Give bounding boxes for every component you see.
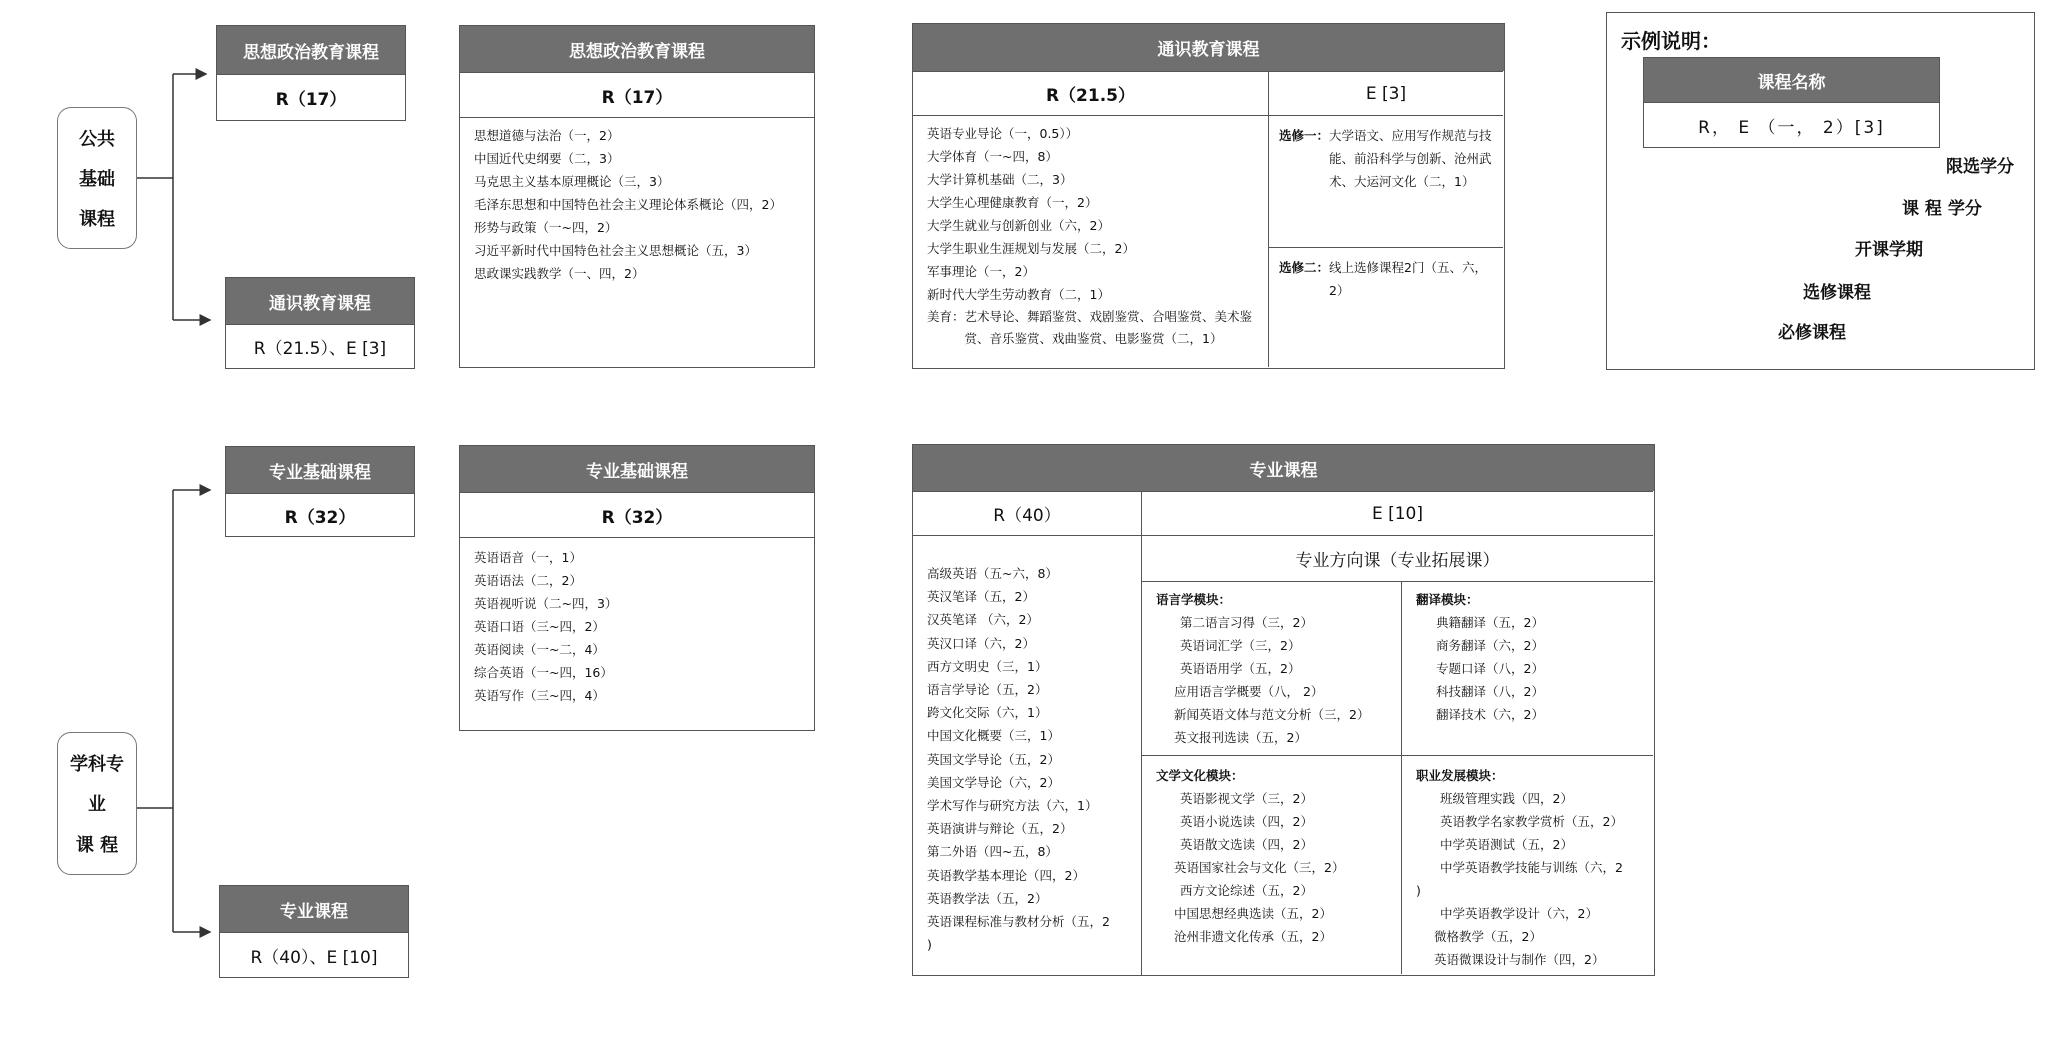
list-item: 大学生就业与创新创业（六，2） [927, 218, 1110, 233]
list-item: 英语写作（三~四，4） [474, 688, 605, 703]
legend-label-course-credits: 课 程 学分 [1902, 199, 1982, 219]
list-item: 马克思主义基本原理概论（三，3） [474, 174, 670, 189]
aesthetic-item [927, 306, 1254, 350]
major-basic-detail-title: 专业基础课程 [460, 446, 814, 492]
general-detail-title: 通识教育课程 [913, 24, 1504, 71]
elective-one-label: 选修一： [1279, 128, 1330, 143]
major-course-summary [219, 885, 409, 978]
list-item: 中国思想经典选读（五，2） [1174, 906, 1332, 921]
ideo-detail-value: R（17） [460, 72, 814, 118]
elective-one-text: 大学语文、应用写作规范与技能、前沿科学与创新、沧州武术、大运河文化（二，1） [1329, 128, 1492, 189]
ideo-summary-title: 思想政治教育课程 [217, 26, 405, 74]
major-summary-value: R（40）、E [10] [220, 932, 408, 977]
public-label-line-3: 课程 [79, 209, 115, 230]
list-item: 综合英语（一~四，16） [474, 665, 613, 680]
legend-example: R， E （一， 2）[3] [1644, 102, 1939, 147]
list-item: 英语语法（二，2） [474, 573, 582, 588]
list-item: 中国近代史纲要（二，3） [474, 151, 620, 166]
list-item: 英语散文选读（四，2） [1180, 837, 1313, 852]
major-detail-e-value: E [10] [1142, 492, 1653, 536]
legend-label-semester: 开课学期 [1855, 240, 1923, 260]
list-item: 英文报刊选读（五，2） [1174, 730, 1307, 745]
list-item: 习近平新时代中国特色社会主义思想概论（五，3） [474, 243, 757, 258]
public-label-line-1: 公共 [79, 129, 115, 150]
public-label-line-2: 基础 [79, 169, 115, 190]
list-item: 高级英语（五~六，8） [927, 566, 1058, 581]
list-item: 中学英语测试（五，2） [1440, 837, 1573, 852]
list-item: 英语视听说（二~四，3） [474, 596, 618, 611]
legend-course-name: 课程名称 [1644, 58, 1939, 102]
list-item: 汉英笔译 （六，2） [927, 612, 1039, 628]
legend-heading: 示例说明： [1621, 29, 1721, 53]
list-item: 英语国家社会与文化（三，2） [1174, 860, 1345, 875]
translation-module-label: 翻译模块： [1416, 592, 1479, 607]
linguistics-module-label: 语言学模块： [1156, 592, 1232, 607]
general-course-list [913, 116, 1268, 356]
list-item: 英国文学导论（五，2） [927, 751, 1060, 767]
major-basic-summary-value: R（32） [226, 493, 414, 536]
major-direction-title: 专业方向课（专业拓展课） [1142, 536, 1653, 582]
list-item: 英汉笔译（五，2） [927, 589, 1035, 605]
list-item: 英语小说选读（四，2） [1180, 814, 1313, 829]
translation-module [1402, 582, 1653, 732]
list-item: 军事理论（一，2） [927, 264, 1035, 279]
major-discipline-label [57, 732, 137, 875]
list-item: 新时代大学生劳动教育（二，1） [927, 287, 1110, 302]
list-item: 沧州非遗文化传承（五，2） [1174, 929, 1332, 944]
list-item: 英语语用学（五，2） [1180, 661, 1301, 676]
list-item: 第二语言习得（三，2） [1180, 615, 1313, 630]
legend-example-box [1643, 57, 1940, 148]
list-item: 英语阅读（一~二，4） [474, 642, 605, 657]
legend-label-required: 必修课程 [1778, 323, 1846, 343]
list-item: ) [1416, 883, 1421, 898]
list-item: 大学体育（一~四，8） [927, 149, 1058, 164]
major-basic-summary-title: 专业基础课程 [226, 447, 414, 493]
list-item: 英语口语（三~四，2） [474, 619, 605, 634]
public-foundation-label [57, 107, 137, 249]
aesthetic-label: 美育： [927, 309, 965, 324]
list-item: 英语教学基本理论（四，2） [927, 867, 1085, 883]
major-summary-title: 专业课程 [220, 886, 408, 932]
list-item: ) [927, 937, 932, 953]
literature-module [1142, 756, 1401, 956]
list-item: 英语演讲与辩论（五，2） [927, 821, 1073, 837]
list-item: 语言学导论（五，2） [927, 682, 1048, 698]
major-label-line-2: 业 [88, 794, 106, 816]
list-item: 西方文明史（三，1） [927, 658, 1048, 674]
major-basic-detail [459, 445, 815, 731]
elective-two-label: 选修二： [1279, 260, 1330, 275]
list-item: 学术写作与研究方法（六，1） [927, 798, 1098, 814]
elective-one [1269, 116, 1503, 248]
major-label-line-3: 课 程 [75, 834, 119, 856]
major-label-line-1: 学科专 [70, 754, 124, 776]
major-course-detail [912, 444, 1655, 976]
list-item: 班级管理实践（四，2） [1440, 791, 1573, 806]
list-item: 中学英语教学设计（六，2） [1440, 906, 1598, 921]
list-item: 毛泽东思想和中国特色社会主义理论体系概论（四，2） [474, 197, 782, 212]
list-item: 第二外语（四~五，8） [927, 844, 1058, 860]
list-item: 大学计算机基础（二，3） [927, 172, 1073, 187]
general-detail-e-value: E [3] [1269, 72, 1503, 116]
major-detail-title: 专业课程 [913, 445, 1654, 491]
list-item: 英汉口译（六，2） [927, 635, 1035, 651]
list-item: 大学生职业生涯规划与发展（二，2） [927, 241, 1135, 256]
legend-label-elective: 选修课程 [1803, 283, 1871, 303]
list-item: 科技翻译（八，2） [1436, 684, 1544, 699]
linguistics-module [1142, 582, 1401, 755]
ideo-course-summary [216, 25, 406, 121]
major-basic-detail-value: R（32） [460, 492, 814, 538]
list-item: 思政课实践教学（一、四，2） [474, 266, 645, 281]
list-item: 英语课程标准与教材分析（五，2 [927, 914, 1110, 930]
major-basic-list [460, 538, 814, 715]
list-item: 英语教学法（五，2） [927, 890, 1048, 906]
major-detail-r-value: R（40） [913, 492, 1141, 536]
list-item: 英语语音（一，1） [474, 550, 582, 565]
list-item: 思想道德与法治（一，2） [474, 128, 620, 143]
list-item: 英语微课设计与制作（四，2） [1434, 952, 1605, 967]
list-item: 中学英语教学技能与训练（六，2 [1440, 860, 1623, 875]
general-detail-r-value: R（21.5） [913, 72, 1268, 116]
aesthetic-text: 艺术导论、舞蹈鉴赏、戏剧鉴赏、合唱鉴赏、美术鉴赏、音乐鉴赏、戏曲鉴赏、电影鉴赏（二，1） [964, 309, 1253, 346]
list-item: 大学生心理健康教育（一，2） [927, 195, 1098, 210]
list-item: 应用语言学概要（八， 2） [1174, 684, 1324, 699]
list-item: 中国文化概要（三，1） [927, 728, 1060, 744]
list-item: 微格教学（五，2） [1434, 929, 1542, 944]
list-item: 英语影视文学（三，2） [1180, 791, 1313, 806]
list-item: 新闻英语文体与范文分析（三，2） [1174, 707, 1370, 722]
major-basic-summary [225, 446, 415, 537]
list-item: 西方文论综述（五，2） [1180, 883, 1313, 898]
list-item: 商务翻译（六，2） [1436, 638, 1544, 653]
elective-two-text: 线上选修课程2门（五、六，2） [1329, 260, 1487, 298]
general-summary-value: R（21.5）、E [3] [226, 324, 414, 368]
career-module-label: 职业发展模块： [1416, 768, 1504, 783]
list-item: 翻译技术（六，2） [1436, 707, 1544, 722]
list-item: 典籍翻译（五，2） [1436, 615, 1544, 630]
list-item: 英语词汇学（三，2） [1180, 638, 1301, 653]
list-item: 英语专业导论（一，0.5）） [927, 126, 1079, 141]
literature-module-label: 文学文化模块： [1156, 768, 1244, 783]
ideo-detail-title: 思想政治教育课程 [460, 26, 814, 72]
legend-label-limited-credits: 限选学分 [1946, 157, 2014, 177]
list-item: 美国文学导论（六，2） [927, 774, 1060, 790]
major-required-list [913, 536, 1141, 956]
general-summary-title: 通识教育课程 [226, 278, 414, 324]
ideo-course-list [460, 118, 814, 291]
list-item: 形势与政策（一~四，2） [474, 220, 618, 235]
elective-two [1269, 248, 1503, 310]
list-item: 专题口译（八，2） [1436, 661, 1544, 676]
general-course-detail [912, 23, 1505, 369]
ideo-course-detail [459, 25, 815, 368]
general-course-summary [225, 277, 415, 369]
list-item: 跨文化交际（六，1） [927, 705, 1048, 721]
career-module [1402, 756, 1653, 979]
ideo-summary-value: R（17） [217, 74, 405, 120]
list-item: 英语教学名家教学赏析（五，2） [1440, 814, 1623, 829]
